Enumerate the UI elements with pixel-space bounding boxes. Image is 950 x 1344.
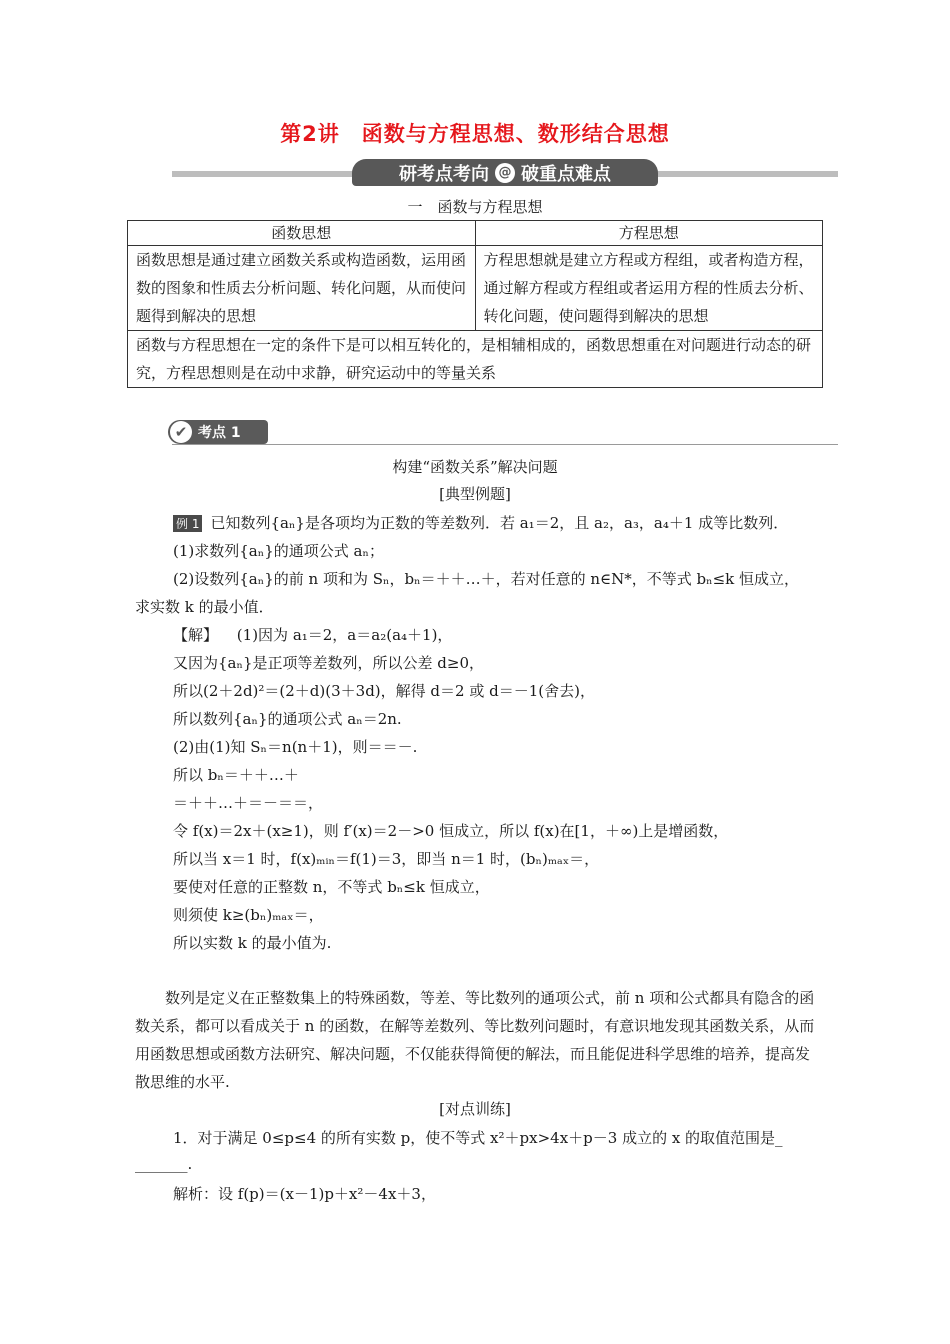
concept-table (127, 220, 823, 388)
section-heading: 一 函数与方程思想 (407, 198, 543, 216)
check-icon: ✔ (170, 421, 192, 443)
solution-line: 所以数列{aₙ}的通项公式 aₙ＝2n. (173, 710, 402, 728)
typical-example-label: [典型例题] (439, 485, 511, 503)
example-line: (2)设数列{aₙ}的前 n 项和为 Sₙ，bₙ＝＋＋…＋，若对任意的 n∈N*，不等式 bₙ≤k 恒成立， (173, 570, 800, 588)
example-line: (1)求数列{aₙ}的通项公式 aₙ； (173, 542, 384, 560)
example-line: 求实数 k 的最小值． (135, 598, 274, 616)
training-label: [对点训练] (439, 1100, 511, 1118)
kaodian-title: 构建“函数关系”解决问题 (392, 458, 558, 476)
solution-line: 则须使 k≥(bₙ)ₘₐₓ＝， (173, 906, 324, 924)
exercise-blank: _______. (135, 1155, 193, 1173)
banner-left-text: 研考点考向 (399, 163, 489, 185)
summary-paragraph: 数列是定义在正整数集上的特殊函数，等差、等比数列的通项公式，前 n 项和公式都具有隐含的函数关系，都可以看成关于 n 的函数，在解等差数列、等比数列问题时，有意识地发现其函数关系，从而用函数思想或函数方法研究、解决问题，不仅能获得简便的解法，而且能促进科学思维的培养，提高发散思维的水平. (135, 989, 815, 1091)
section-banner (352, 159, 658, 186)
solution-line: ＝＋＋…＋＝－＝＝， (173, 794, 324, 812)
table-cell-function: 函数思想是通过建立函数关系或构造函数，运用函数的图象和性质去分析问题、转化问题，从而使问题得到解决的思想 (128, 246, 476, 331)
exercise-question: 1．对于满足 0≤p≤4 的所有实数 p，使不等式 x²＋px>4x＋p－3 成立的 x 的取值范围是_ (173, 1129, 783, 1147)
solution-line: (2)由(1)知 Sₙ＝n(n＋1)，则＝＝－. (173, 738, 418, 756)
kaodian-rule (172, 444, 838, 445)
solution-line: 所以实数 k 的最小值为. (173, 934, 332, 952)
solution-line: 所以(2＋2d)²＝(2＋d)(3＋3d)，解得 d＝2 或 d＝－1(舍去)， (173, 682, 595, 700)
solution-line: 【解】 (1)因为 a₁＝2，a＝a₂(a₄＋1)， (173, 626, 453, 644)
solution-line: 要使对任意的正整数 n，不等式 bₙ≤k 恒成立， (173, 878, 490, 896)
example-line: 例 1 已知数列{aₙ}是各项均为正数的等差数列．若 a₁＝2，且 a₂，a₃，a₄＋1 成等比数列． (173, 512, 788, 533)
solution-line: 令 f(x)＝2x＋(x≥1)，则 f′(x)＝2－>0 恒成立，所以 f(x)在[1，＋∞)上是增函数， (173, 822, 729, 840)
kaodian-badge (168, 420, 268, 444)
kaodian-label: 考点 1 (198, 425, 241, 441)
solution-label: 【解】 (173, 626, 219, 644)
banner-right-text: 破重点难点 (521, 163, 611, 185)
table-header-equation: 方程思想 (475, 221, 823, 246)
page-title: 第2讲 函数与方程思想、数形结合思想 (280, 122, 670, 146)
banner-at-icon: @ (495, 163, 515, 183)
solution-line: 所以 bₙ＝＋＋…＋ (173, 766, 299, 784)
table-footer: 函数与方程思想在一定的条件下是可以相互转化的，是相辅相成的，函数思想重在对问题进行动态的研究，方程思想则是在动中求静，研究运动中的等量关系 (128, 331, 823, 388)
example-badge: 例 1 (173, 515, 202, 532)
table-header-function: 函数思想 (128, 221, 476, 246)
solution-line: 又因为{aₙ}是正项等差数列，所以公差 d≥0， (173, 654, 485, 672)
solution-line: 所以当 x＝1 时，f(x)ₘᵢₙ＝f(1)＝3，即当 n＝1 时，(bₙ)ₘₐₓ＝， (173, 850, 600, 868)
exercise-analysis: 解析：设 f(p)＝(x－1)p＋x²－4x＋3， (173, 1185, 436, 1203)
table-cell-equation: 方程思想就是建立方程或方程组，或者构造方程，通过解方程或方程组或者运用方程的性质去分析、转化问题，使问题得到解决的思想 (475, 246, 823, 331)
